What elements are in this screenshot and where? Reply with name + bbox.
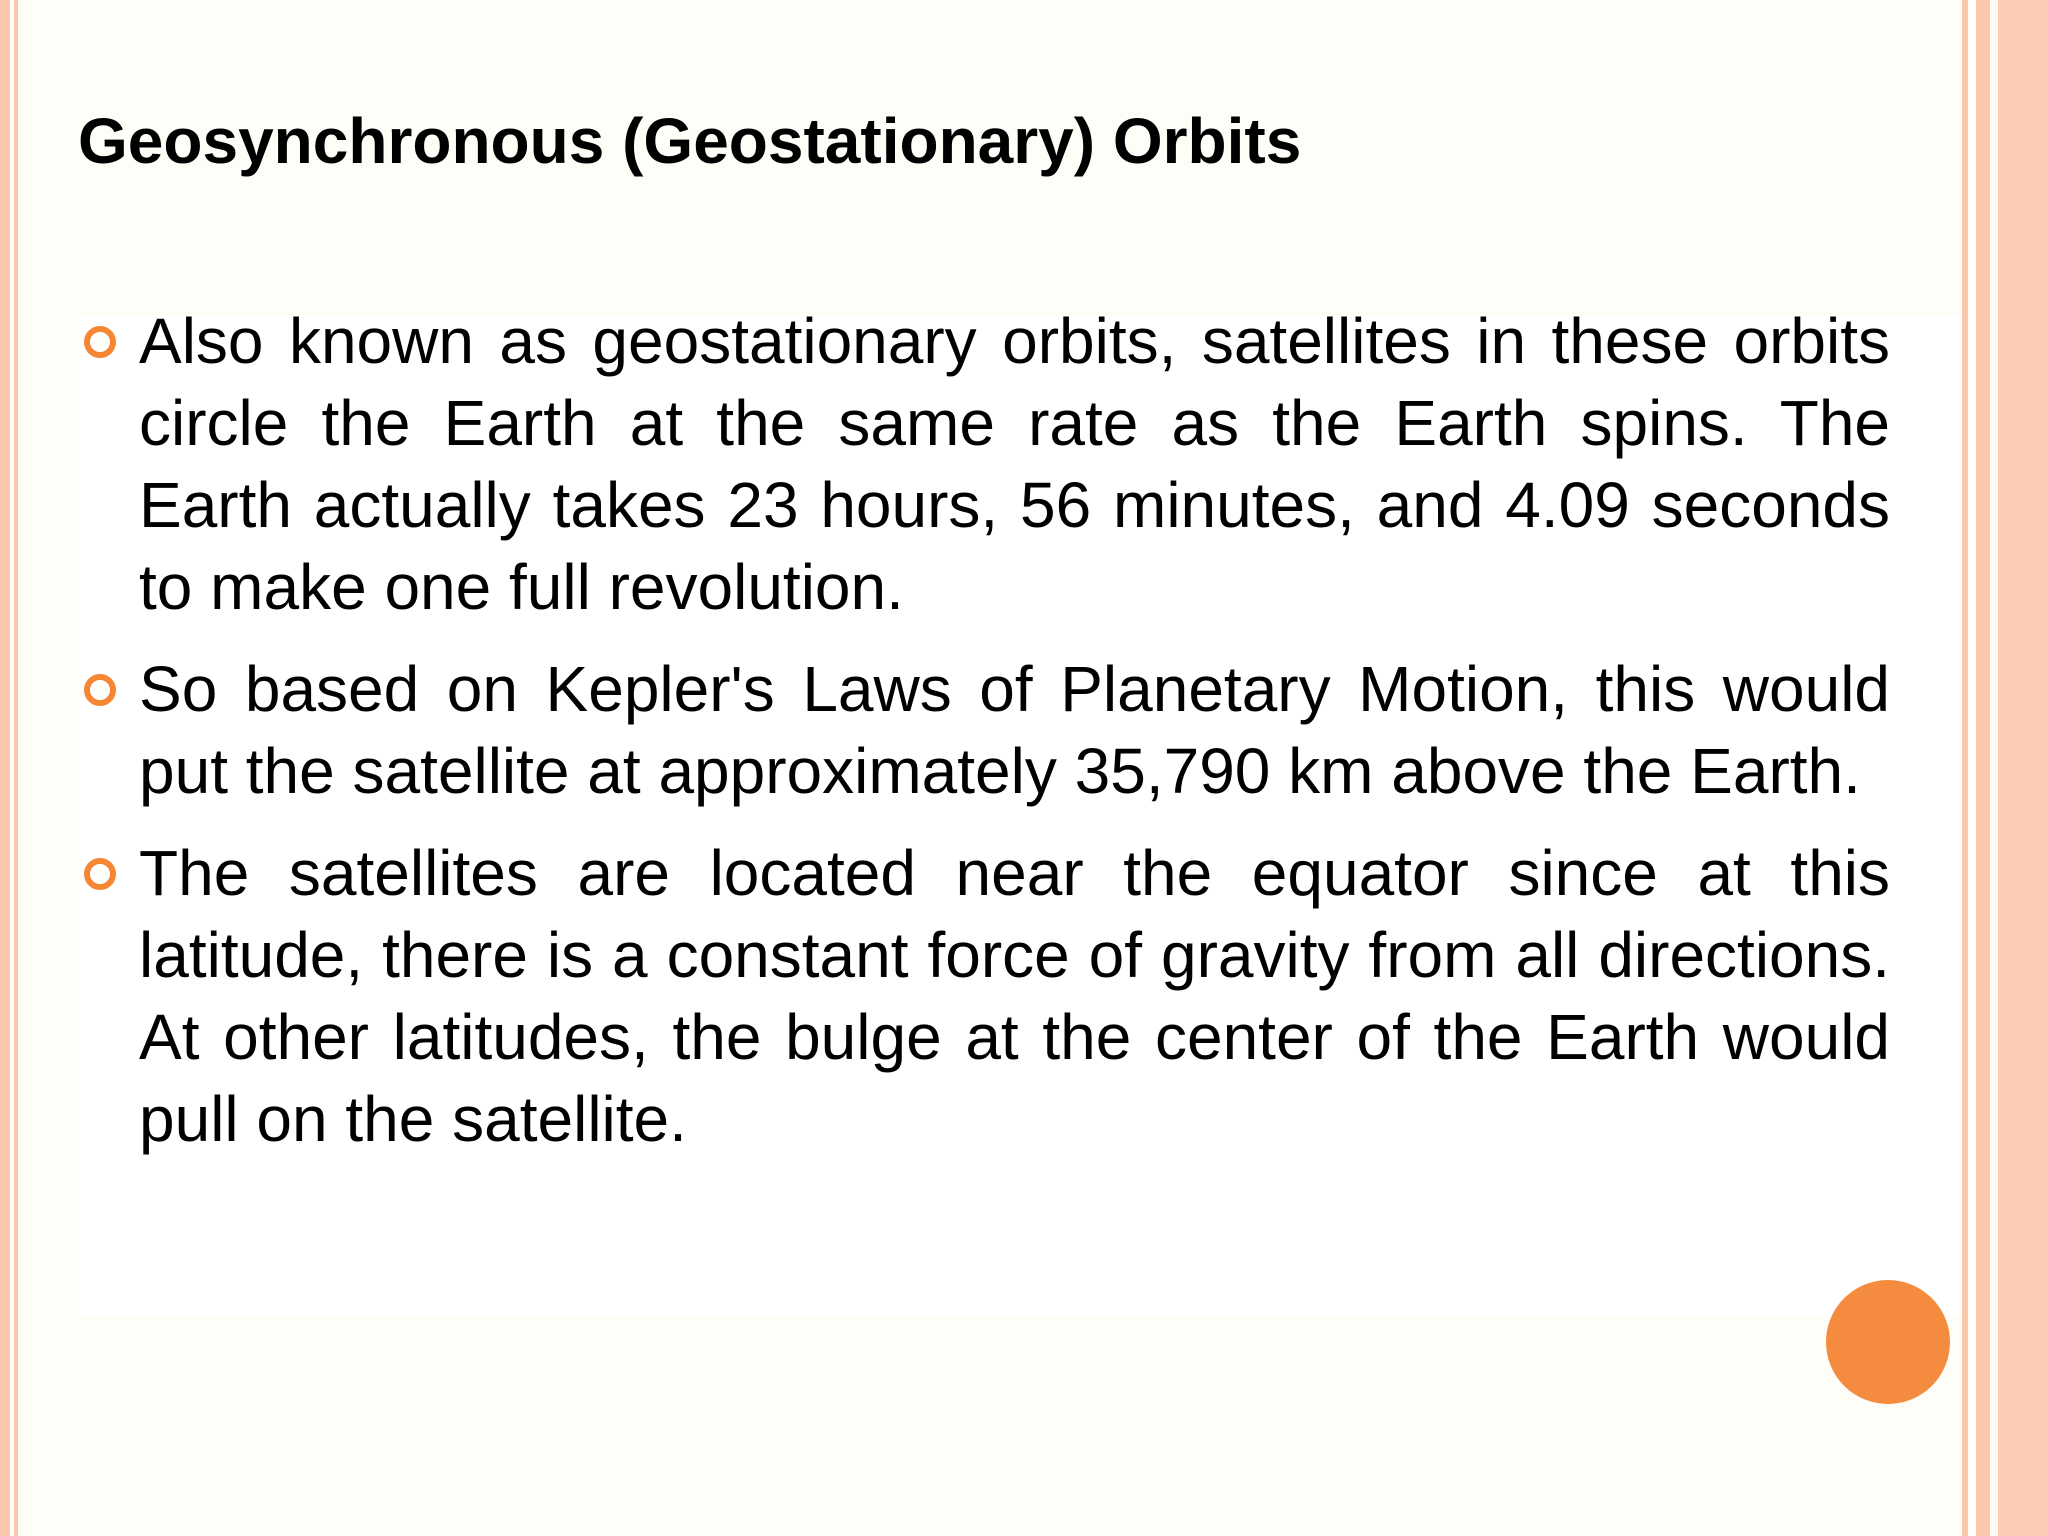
orange-ring-bullet-icon <box>84 858 116 890</box>
bullet-item <box>84 832 1890 1160</box>
bullet-item <box>84 648 1890 812</box>
bullet-text: Also known as geostationary orbits, satellites in these orbits circle the Earth at the same rate as the Earth spins. The Earth actually takes 23 hours, 56 minutes, and 4.09 seconds to make one full revolution. <box>139 305 1890 623</box>
bullet-text: So based on Kepler's Laws of Planetary Motion, this would put the satellite at approximately 35,790 km above the Earth. <box>139 653 1890 807</box>
slide-title: Geosynchronous (Geostationary) Orbits <box>78 105 1302 177</box>
bullet-list <box>84 300 1890 1180</box>
left-border-stripe <box>0 0 10 1536</box>
orange-ring-bullet-icon <box>84 326 116 358</box>
bullet-text: The satellites are located near the equator since at this latitude, there is a constant force of gravity from all directions. At other latitudes, the bulge at the center of the Earth would pull on the satellite. <box>139 837 1890 1155</box>
orange-circle-decoration <box>1826 1280 1950 1404</box>
right-border-gap <box>1990 0 1998 1536</box>
orange-ring-bullet-icon <box>84 674 116 706</box>
right-border-stripe-thin <box>1962 0 1968 1536</box>
bullet-item <box>84 300 1890 628</box>
right-border-stripe <box>1976 0 1990 1536</box>
left-border-stripe-thin <box>14 0 18 1536</box>
right-border-band <box>1998 0 2048 1536</box>
